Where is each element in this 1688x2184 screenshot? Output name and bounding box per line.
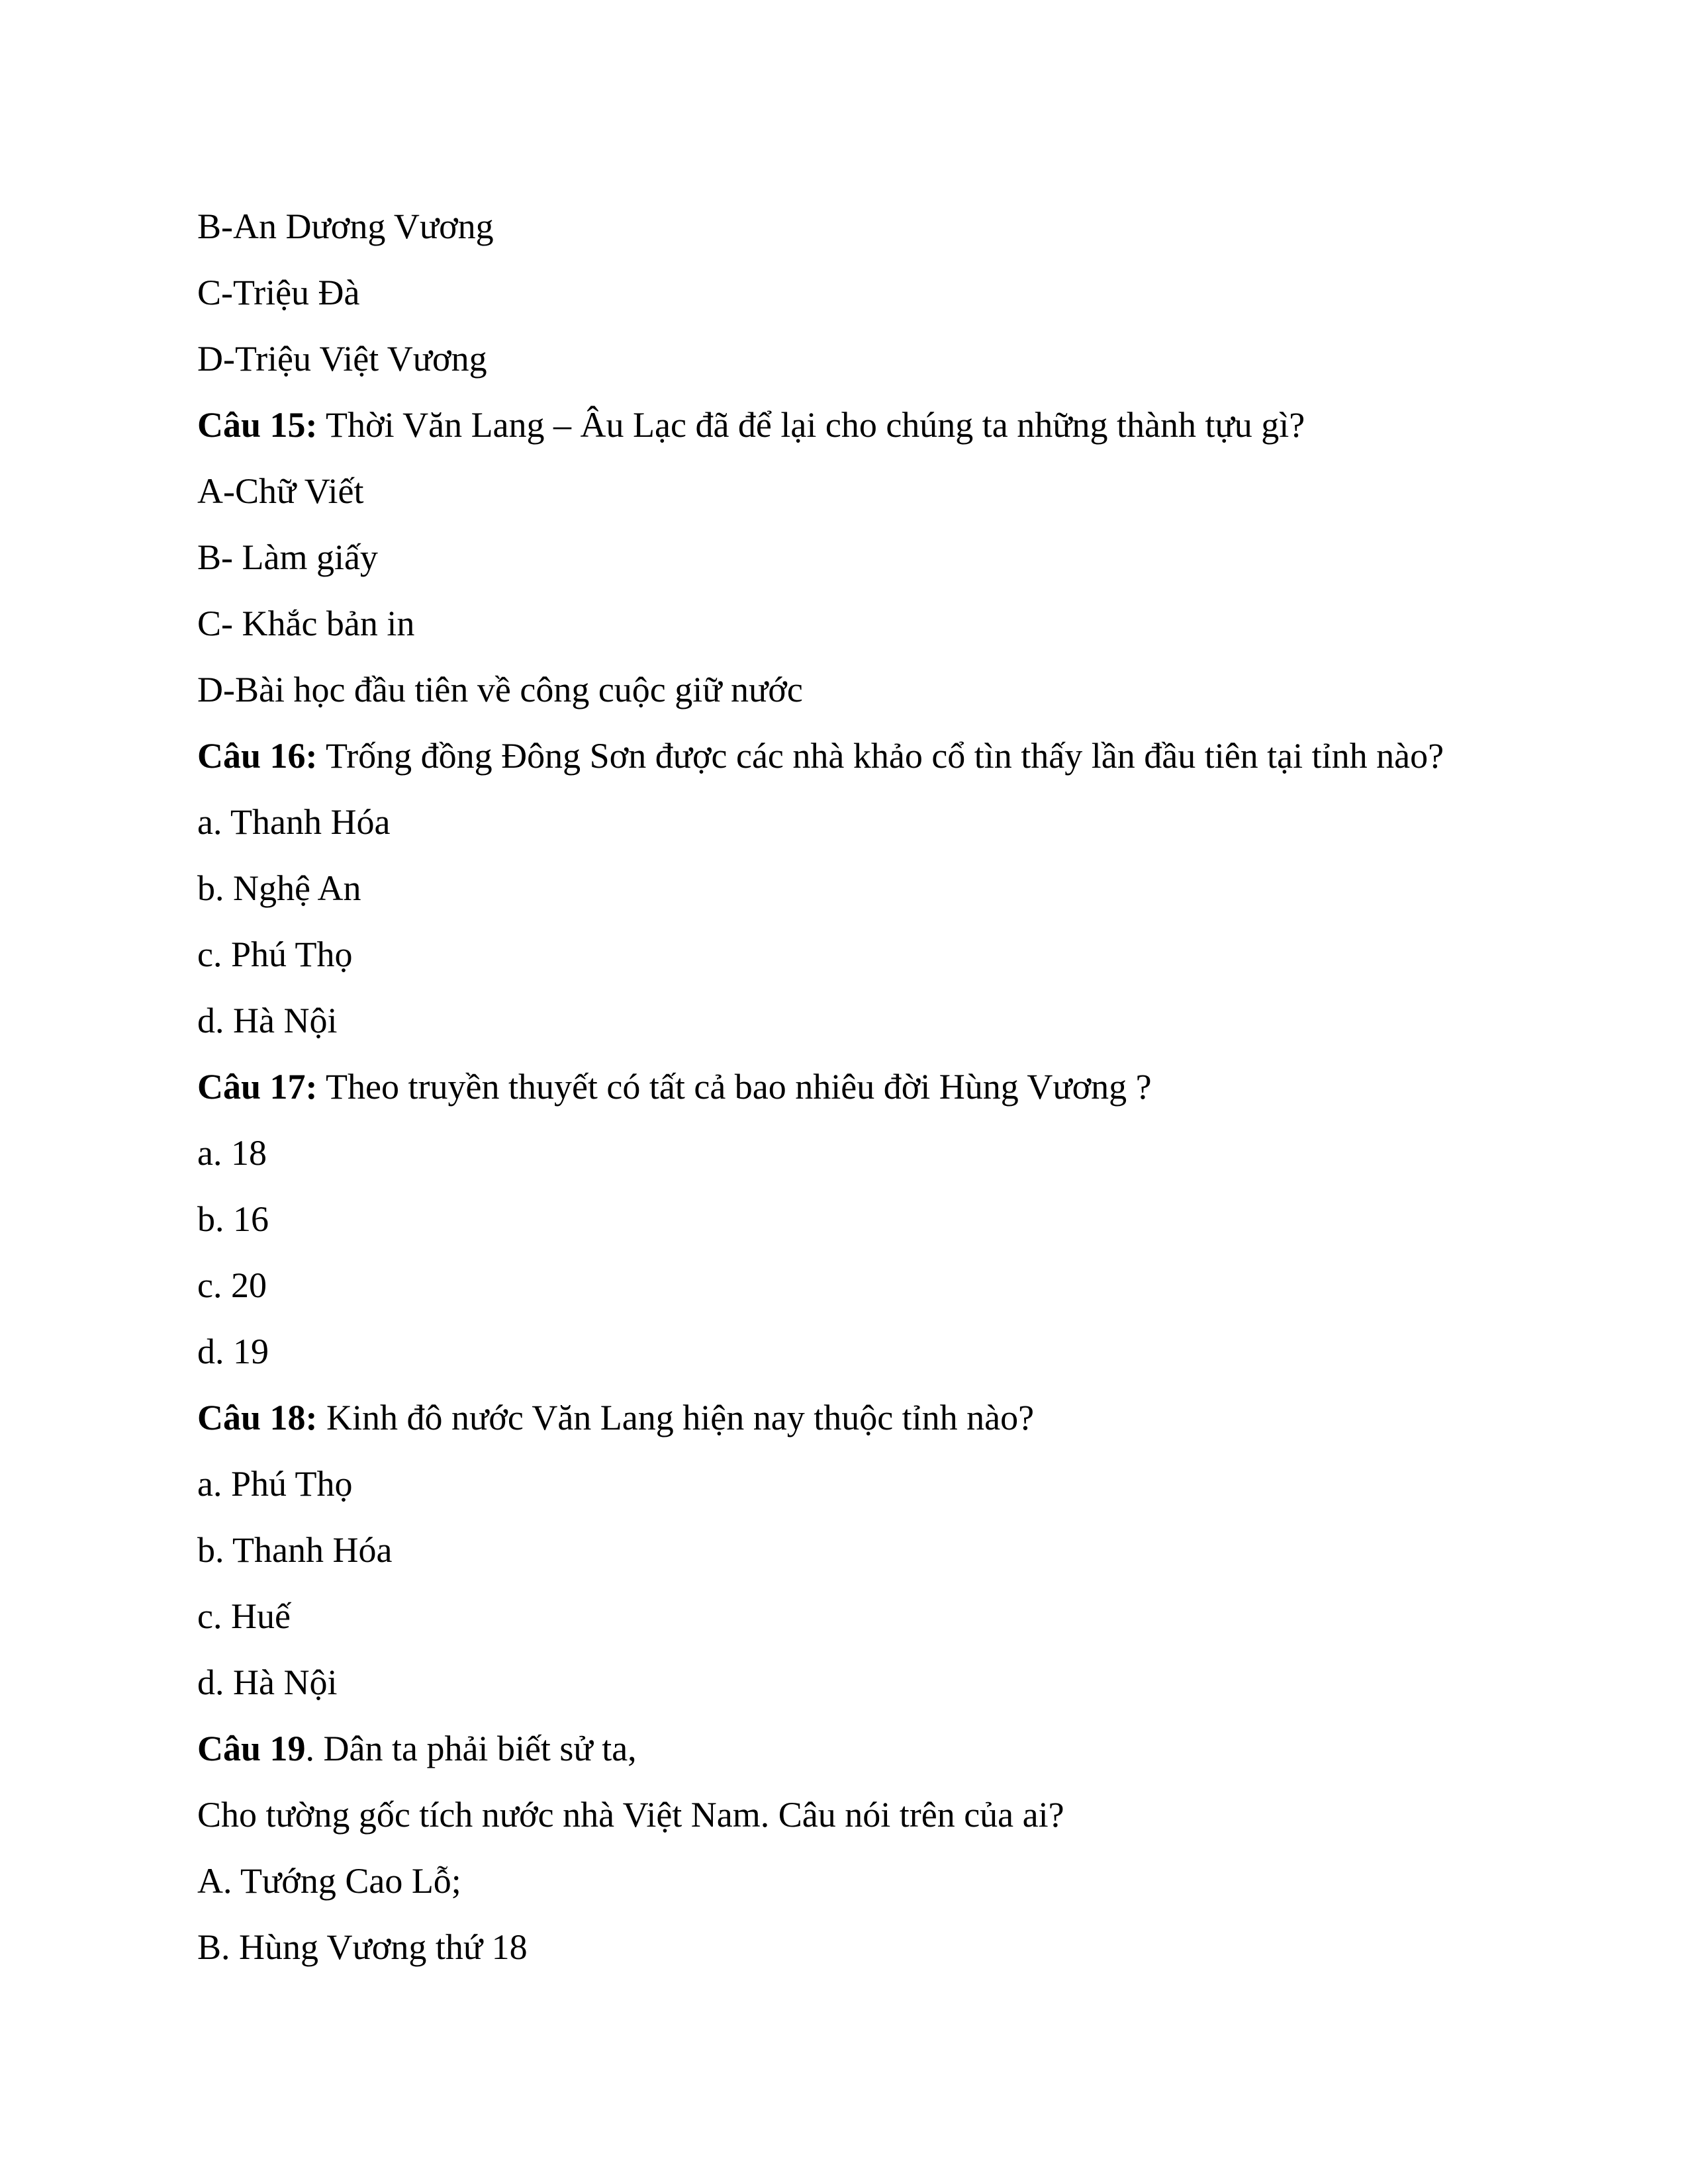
option-line: d. 19 bbox=[197, 1332, 269, 1371]
option-line: D-Bài học đầu tiên về công cuộc giữ nước bbox=[197, 670, 803, 709]
question-17 bbox=[197, 1054, 1587, 1120]
option-line: b. 16 bbox=[197, 1199, 269, 1239]
question-text: Trống đồng Đông Sơn được các nhà khảo cổ tìn thấy lần đầu tiên tại tỉnh nào? bbox=[317, 736, 1444, 776]
option-line: c. 20 bbox=[197, 1265, 267, 1305]
option-line: B- Làm giấy bbox=[197, 537, 378, 577]
question-number: Câu 19 bbox=[197, 1729, 306, 1768]
option-line: c. Phú Thọ bbox=[197, 934, 353, 974]
option-line: B-An Dương Vương bbox=[197, 206, 494, 246]
option-line: C-Triệu Đà bbox=[197, 273, 360, 312]
question-18 bbox=[197, 1385, 1587, 1451]
question-19 bbox=[197, 1715, 1587, 1782]
question-text: Theo truyền thuyết có tất cả bao nhiêu đời Hùng Vương ? bbox=[317, 1067, 1152, 1107]
question-text: Thời Văn Lang – Âu Lạc đã để lại cho chúng ta những thành tựu gì? bbox=[317, 405, 1305, 445]
question-number: Câu 17: bbox=[197, 1067, 318, 1107]
option-line: b. Thanh Hóa bbox=[197, 1530, 393, 1570]
option-line: D-Triệu Việt Vương bbox=[197, 339, 487, 379]
option-line: C- Khắc bản in bbox=[197, 604, 415, 643]
question-number: Câu 16: bbox=[197, 736, 318, 776]
question-text: . Dân ta phải biết sử ta, bbox=[305, 1729, 637, 1768]
question-16 bbox=[197, 723, 1587, 789]
question-number: Câu 15: bbox=[197, 405, 318, 445]
option-line: b. Nghệ An bbox=[197, 868, 361, 908]
option-line: d. Hà Nội bbox=[197, 1662, 338, 1702]
question-15 bbox=[197, 392, 1587, 458]
option-line: c. Huế bbox=[197, 1596, 291, 1636]
question-continuation: Cho tường gốc tích nước nhà Việt Nam. Câu nói trên của ai? bbox=[197, 1795, 1064, 1835]
option-line: A. Tướng Cao Lỗ; bbox=[197, 1861, 461, 1901]
option-line: a. Phú Thọ bbox=[197, 1464, 353, 1504]
question-text: Kinh đô nước Văn Lang hiện nay thuộc tỉnh nào? bbox=[317, 1398, 1035, 1437]
document-body bbox=[197, 193, 1587, 1980]
option-line: A-Chữ Viết bbox=[197, 471, 364, 511]
option-line: a. 18 bbox=[197, 1133, 267, 1173]
option-line: B. Hùng Vương thứ 18 bbox=[197, 1927, 528, 1967]
option-line: a. Thanh Hóa bbox=[197, 802, 391, 842]
question-number: Câu 18: bbox=[197, 1398, 318, 1437]
option-line: d. Hà Nội bbox=[197, 1001, 338, 1040]
